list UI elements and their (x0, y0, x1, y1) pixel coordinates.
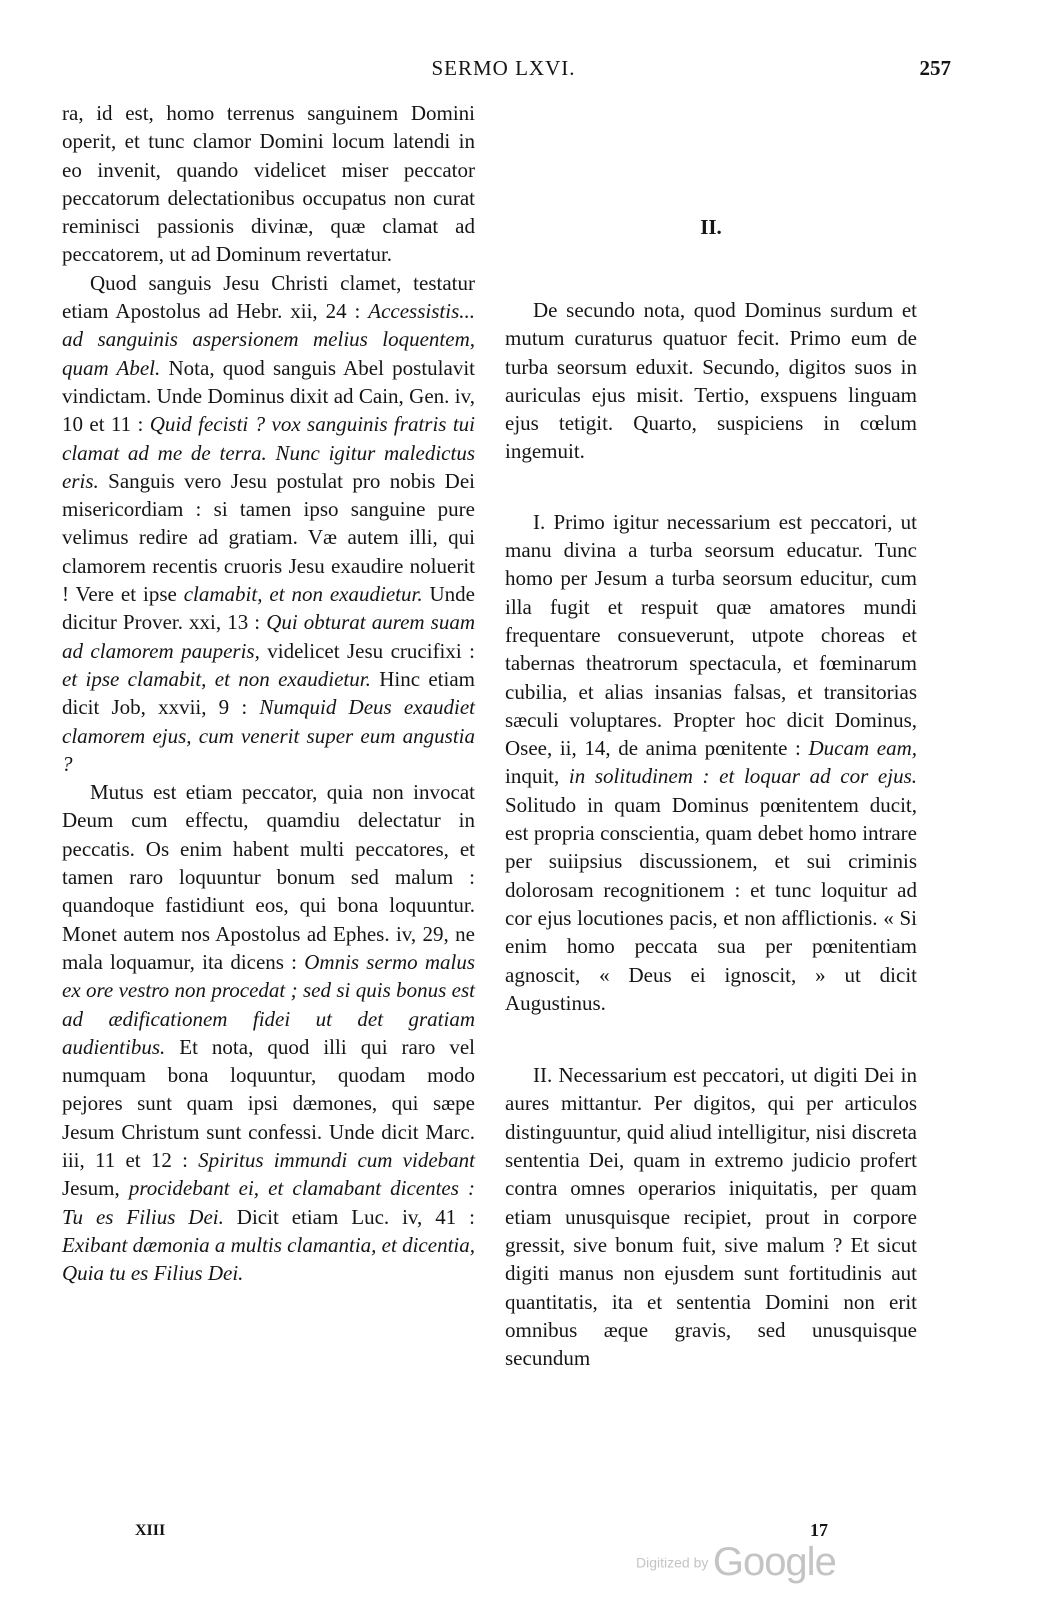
right-paragraph-1: De secundo nota, quod Dominus surdum et mutum curaturus quatuor fecit. Primo eum de turba seorsum eduxit. Secundo, digitos suos in auriculas ejus misit. Tertio, exspuens linguam ejus tetigit. Quarto, suspiciens in cœlum ingemuit. (505, 298, 917, 464)
signature-mark: XIII (135, 1522, 166, 1539)
right-paragraph-3: II. Necessarium est peccatori, ut digiti Dei in aures mittantur. Per digitos, qui per articulos distinguuntur, quid aliud intelligitur, nisi discreta sententia Dei, quam in extremo judicio profert contra omnes operarios iniquitatis, per quam etiam unusquisque recipiet, prout in corpore gressit, sive bonum fuit, sive malum ? Et sicut digiti manus non ejusdem sunt fortitudinis aut quantitatis, ita et sententia Domini non erit omnibus æque gravis, sed unusquisque secundum (505, 1063, 917, 1371)
watermark-prefix: Digitized by (636, 1554, 709, 1571)
digitized-watermark (636, 1540, 836, 1585)
page-number: 257 (919, 56, 951, 80)
right-column (505, 296, 917, 1372)
left-paragraph-2: Quod sanguis Jesu Christi clamet, testatur etiam Apostolus ad Hebr. xii, 24 : Accessistis... ad sanguinis aspersionem melius loquentem, quam Abel. Nota, quod sanguis Abel postulavit vindictam. Unde Dominus dixit ad Cain, Gen. iv, 10 et 11 : Quid fecisti ? vox sanguinis fratris tui clamat ad me de terra. Nunc igitur maledictus eris. Sanguis vero Jesu postulat pro nobis Dei misericordiam : si tamen ipso sanguine pure velimus redire ad gratiam. Væ autem illi, qui clamorem recentis cruoris Jesu exaudire noluerit ! Vere et ipse clamabit, et non exaudietur. Unde dicitur Prover. xxi, 13 : Qui obturat aurem suam ad clamorem pauperis, videlicet Jesu crucifixi : et ipse clamabit, et non exaudietur. Hinc etiam dicit Job, xxvii, 9 : Numquid Deus exaudiet clamorem ejus, cum venerit super eum angustia ? (62, 270, 476, 776)
running-title: SERMO LXVI. (431, 56, 576, 80)
left-column (62, 99, 475, 1287)
google-logo-icon: Google (712, 1540, 836, 1584)
left-paragraph-1: ra, id est, homo terrenus sanguinem Domini operit, et tunc clamor Domini locum latendi in eo invenit, quando videlicet miser peccator peccatorum delectationibus occupatus non curat reminisci passionis divinæ, quæ clamat ad peccatorem, ut ad Dominum revertatur. (62, 101, 475, 267)
page-header (60, 56, 951, 86)
fold-number: 17 (810, 1520, 828, 1540)
right-paragraph-2: I. Primo igitur necessarium est peccatori, ut manu divina a turba seorsum educatur. Tunc homo per Jesum a turba seorsum educitur, cum illa fugit et respuit quæ amatores mundi frequentare consueverunt, utpote choreas et tabernas theatrorum spectacula, et fœminarum cubilia, et alias insanias falsas, et transitorias sæculi voluptares. Propter hoc dicit Dominus, Osee, ii, 14, de anima pœnitente : Ducam eam, inquit, in solitudinem : et loquar ad cor ejus. Solitudo in quam Dominus pœnitentem ducit, est propria conscientia, quam debet homo intrare per suiipsius discussionem, et sui criminis dolorosam recognitionem : et tunc loquitur ad cor ejus locutiones pacis, et non afflictionis. « Si enim homo peccata sua per pœnitentiam agnoscit, « Deus ei ignoscit, » ut dicit Augustinus. (505, 509, 917, 1015)
paragraph-gap (505, 1017, 917, 1061)
section-heading: II. (700, 215, 722, 239)
left-paragraph-3: Mutus est etiam peccator, quia non invocat Deum cum effectu, quamdiu delectatur in peccatis. Os enim habent multi peccatores, et tamen raro loquuntur bonum sed malum : quandoque fastidiunt eos, qui bona loquuntur. Monet autem nos Apostolus ad Ephes. iv, 29, ne mala loquamur, ita dicens : Omnis sermo malus ex ore vestro non procedat ; sed si quis bonus est ad ædificationem fidei ut det gratiam audientibus. Et nota, quod illi qui raro vel numquam bona loquuntur, quodam modo pejores sunt quam ipsi dæmones, qui sæpe Jesum Christum sunt confessi. Unde dicit Marc. iii, 11 et 12 : Spiritus immundi cum videbant Jesum, procidebant ei, et clamabant dicentes : Tu es Filius Dei. Dicit etiam Luc. iv, 41 : Exibant dæmonia a multis clamantia, et dicentia, Quia tu es Filius Dei. (62, 780, 476, 1286)
paragraph-gap (505, 466, 917, 508)
